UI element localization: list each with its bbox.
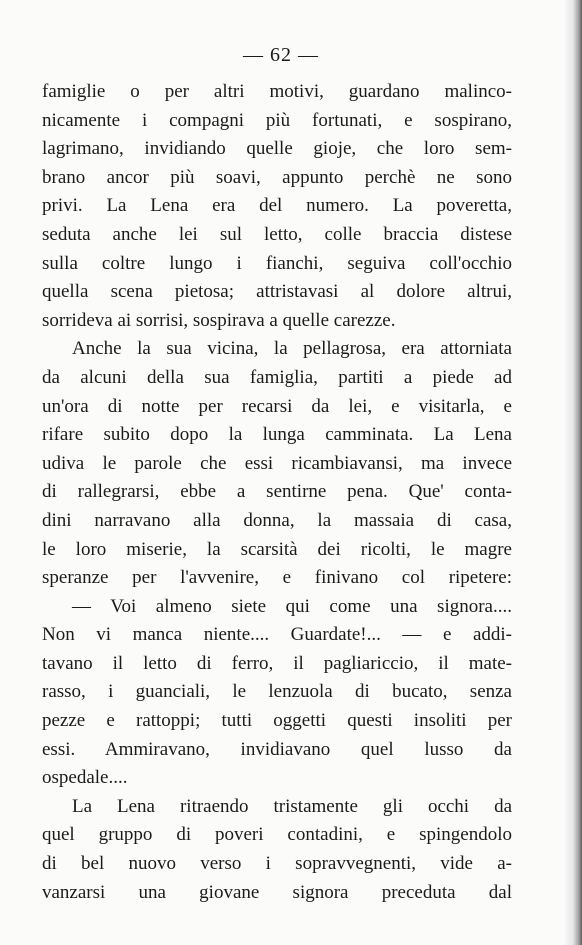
text-line: Non vi manca niente.... Guardate!... — e addi- xyxy=(42,624,512,646)
page-number: — 62 — xyxy=(243,44,319,66)
text-line: pezze e rattoppi; tutti oggetti questi insoliti per xyxy=(42,710,512,732)
text-line: da alcuni della sua famiglia, partiti a piede ad xyxy=(42,366,512,388)
page-edge-shadow xyxy=(562,0,582,945)
text-line: brano ancor più soavi, appunto perchè ne sono xyxy=(42,166,512,188)
text-line: quel gruppo di poveri contadini, e spingendolo xyxy=(42,824,512,846)
text-line: di bel nuovo verso i sopravvegnenti, vide a- xyxy=(42,853,512,875)
text-line: ospedale.... xyxy=(42,767,128,789)
body-text xyxy=(42,78,512,907)
text-line: tavano il letto di ferro, il pagliariccio, il mate- xyxy=(42,652,512,674)
text-line: di rallegrarsi, ebbe a sentirne pena. Que' conta- xyxy=(42,481,512,503)
text-line: — Voi almeno siete qui come una signora.... xyxy=(72,595,512,617)
text-line: rasso, i guanciali, le lenzuola di bucato, senza xyxy=(42,681,512,703)
text-line: seduta anche lei sul letto, colle braccia distese xyxy=(42,223,512,245)
text-line: Anche la sua vicina, la pellagrosa, era attorniata xyxy=(72,338,512,360)
text-line: quella scena pietosa; attristavasi al dolore altrui, xyxy=(42,281,512,303)
text-line: essi. Ammiravano, invidiavano quel lusso da xyxy=(42,738,512,760)
text-line: speranze per l'avvenire, e finivano col ripetere: xyxy=(42,567,512,589)
text-line: un'ora di notte per recarsi da lei, e visitarla, e xyxy=(42,395,512,417)
text-line: La Lena ritraendo tristamente gli occhi da xyxy=(72,795,512,817)
text-line: lagrimano, invidiando quelle gioje, che loro sem- xyxy=(42,138,512,160)
text-line: dini narravano alla donna, la massaia di casa, xyxy=(42,509,512,531)
text-line: nicamente i compagni più fortunati, e sospirano, xyxy=(42,109,512,131)
text-line: udiva le parole che essi ricambiavansi, ma invece xyxy=(42,452,512,474)
text-line: le loro miserie, la scarsità dei ricolti, le magre xyxy=(42,538,512,560)
text-line: sulla coltre lungo i fianchi, seguiva coll'occhio xyxy=(42,252,512,274)
text-line: rifare subito dopo la lunga camminata. La Lena xyxy=(42,424,512,446)
text-line: famiglie o per altri motivi, guardano malinco- xyxy=(42,81,512,102)
text-line: vanzarsi una giovane signora preceduta dal xyxy=(42,881,512,903)
text-line: privi. La Lena era del numero. La poveretta, xyxy=(42,195,512,217)
text-line: sorrideva ai sorrisi, sospirava a quelle carezze. xyxy=(42,309,396,331)
